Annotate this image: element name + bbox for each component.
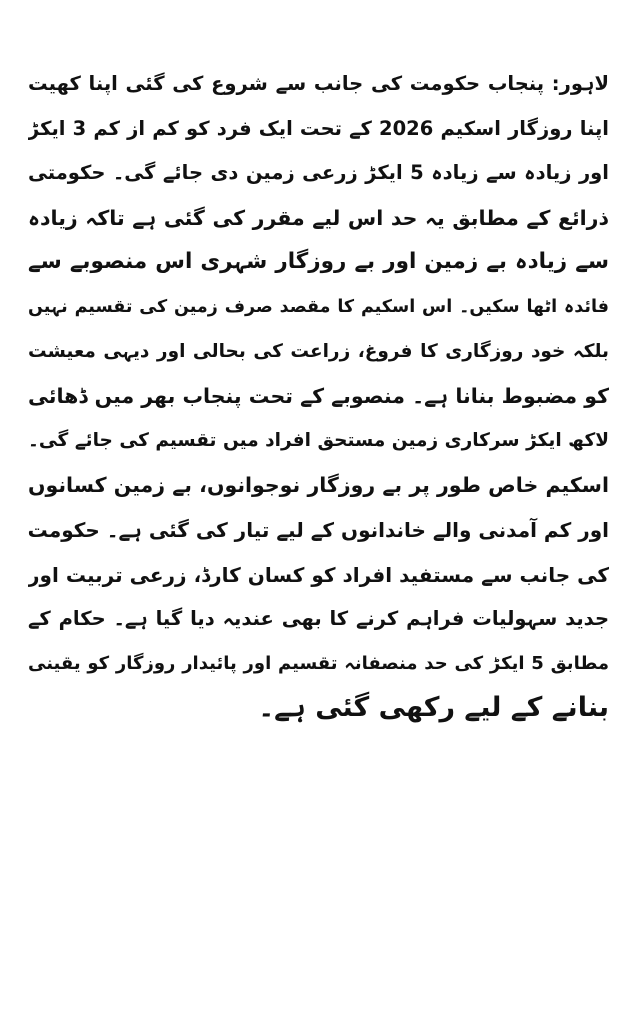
article-line: اور زیادہ سے زیادہ 5 ایکڑ زرعی زمین دی جائے گی۔ حکومتی bbox=[28, 161, 609, 185]
article-line: بلکہ خود روزگاری کا فروغ، زراعت کی بحالی اور دیہی معیشت bbox=[28, 340, 609, 362]
article-line: فائدہ اٹھا سکیں۔ اس اسکیم کا مقصد صرف زمین کی تقسیم نہیں bbox=[28, 296, 609, 317]
article-line: ذرائع کے مطابق یہ حد اس لیے مقرر کی گئی ہے تاکہ زیادہ bbox=[28, 205, 609, 230]
article-line: بنانے کے لیے رکھی گئی ہے۔ bbox=[258, 692, 609, 724]
article-line: سے زیادہ بے زمین اور بے روزگار شہری اس منصوبے سے bbox=[28, 249, 609, 275]
article-line: اسکیم خاص طور پر بے روزگار نوجوانوں، بے زمین کسانوں bbox=[28, 473, 609, 498]
article-line: لاکھ ایکڑ سرکاری زمین مستحق افراد میں تقسیم کی جائے گی۔ bbox=[28, 429, 609, 451]
article-line: مطابق 5 ایکڑ کی حد منصفانہ تقسیم اور پائیدار روزگار کو یقینی bbox=[28, 652, 609, 674]
article-line: کی جانب سے مستفید افراد کو کسان کارڈ، زرعی تربیت اور bbox=[28, 562, 609, 587]
article-line: جدید سہولیات فراہم کرنے کا بھی عندیہ دیا گیا ہے۔ حکام کے bbox=[28, 607, 609, 631]
article-line: اپنا روزگار اسکیم 2026 کے تحت ایک فرد کو کم از کم 3 ایکڑ bbox=[28, 116, 609, 140]
article-line: لاہور: پنجاب حکومت کی جانب سے شروع کی گئی اپنا کھیت bbox=[28, 72, 609, 95]
article-line: اور کم آمدنی والے خاندانوں کے لیے تیار کی گئی ہے۔ حکومت bbox=[28, 517, 609, 542]
article-body bbox=[28, 62, 609, 731]
article-line: کو مضبوط بنانا ہے۔ منصوبے کے تحت پنجاب بھر میں ڈھائی bbox=[28, 384, 609, 409]
